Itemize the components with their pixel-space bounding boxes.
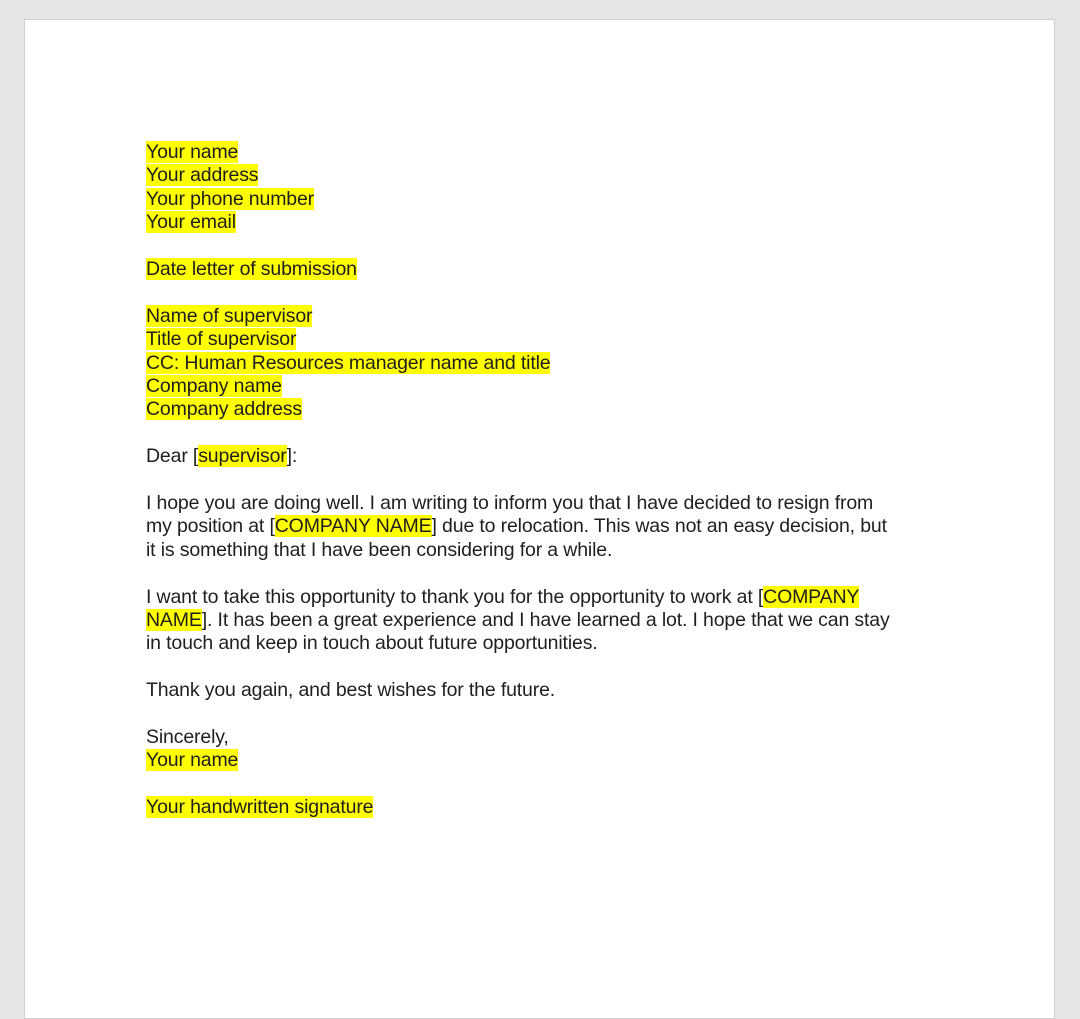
paragraph2-line2-post: ]. It has been a great experience and I have learned a lot. I hope that we can stay	[201, 609, 890, 632]
spacer	[146, 703, 946, 726]
paragraph1-line1: I hope you are doing well. I am writing to inform you that I have decided to resign from	[146, 492, 874, 515]
paragraph-thanks	[146, 586, 946, 656]
submission-date: Date letter of submission	[146, 258, 357, 281]
sender-name: Your name	[146, 141, 239, 163]
sender-address: Your address	[146, 164, 259, 187]
closing-name: Your name	[146, 749, 239, 772]
spacer	[146, 422, 946, 445]
paragraph2-line1	[146, 586, 946, 609]
company-address: Company address	[146, 398, 302, 421]
paragraph-closing-wishes: Thank you again, and best wishes for the future.	[146, 679, 556, 702]
salutation-prefix: Dear [	[146, 445, 199, 468]
document-page	[24, 19, 1055, 1019]
signature-placeholder: Your handwritten signature	[146, 796, 374, 819]
spacer	[146, 562, 946, 585]
paragraph1-line2-post: ] due to relocation. This was not an easy decision, but	[431, 515, 887, 538]
spacer	[146, 773, 946, 796]
salutation	[146, 445, 946, 468]
company-name: Company name	[146, 375, 282, 398]
spacer	[146, 235, 946, 258]
supervisor-name: Name of supervisor	[146, 304, 313, 327]
supervisor-title: Title of supervisor	[146, 328, 297, 351]
paragraph2-line2	[146, 609, 946, 632]
company-placeholder-part2: NAME	[146, 609, 202, 632]
sign-off: Sincerely,	[146, 726, 229, 749]
cc-line: CC: Human Resources manager name and title	[146, 351, 551, 374]
sender-phone: Your phone number	[146, 187, 315, 210]
spacer	[146, 656, 946, 679]
paragraph1-line2-pre: my position at [	[146, 515, 275, 538]
paragraph-resignation	[146, 492, 946, 562]
paragraph1-line2	[146, 515, 946, 538]
company-name-placeholder: COMPANY NAME	[274, 515, 432, 538]
company-placeholder-part1: COMPANY	[763, 585, 860, 608]
letter-body	[146, 141, 946, 820]
spacer	[146, 281, 946, 304]
paragraph2-line1-pre: I want to take this opportunity to thank you for the opportunity to work at [	[146, 585, 764, 608]
salutation-placeholder: supervisor	[198, 445, 287, 468]
sender-email: Your email	[146, 211, 236, 234]
spacer	[146, 469, 946, 492]
salutation-suffix: ]:	[286, 445, 298, 468]
paragraph1-line3: it is something that I have been considering for a while.	[146, 538, 613, 561]
sender-block	[146, 141, 946, 164]
paragraph2-line3: in touch and keep in touch about future opportunities.	[146, 632, 598, 655]
